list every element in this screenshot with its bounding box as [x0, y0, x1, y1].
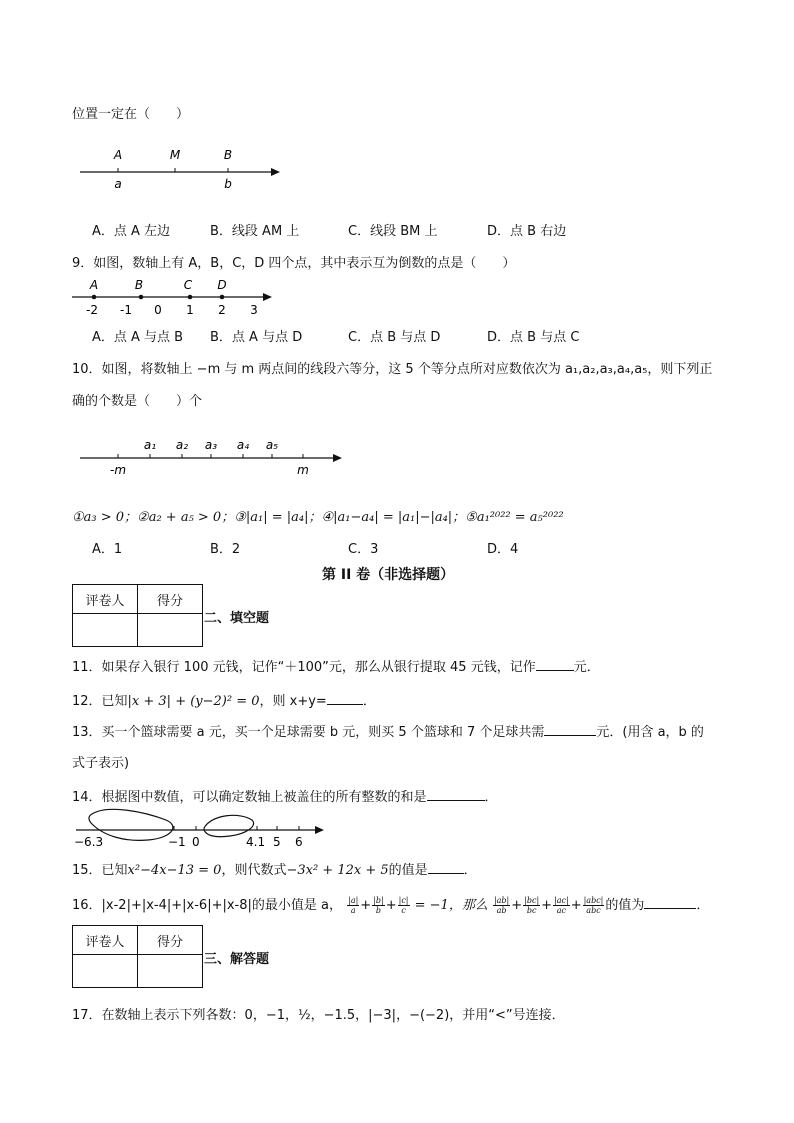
q10-number-line — [78, 434, 348, 480]
q8-option-d: D．点 B 右边 — [487, 224, 567, 239]
q16-frac-c: $\frac{|c|}{c}$ — [398, 896, 409, 915]
q8-label-b: b — [224, 177, 232, 191]
q15-expression: x²−4x−13 = 0 — [127, 863, 222, 878]
q12-mid: ，则 x+y= — [259, 694, 327, 709]
q16-frac-b: $\frac{|b|}{b}$ — [373, 896, 384, 915]
q9-option-a: A．点 A 与点 B — [92, 330, 184, 345]
q13-tail: 元．(用含 a，b 的 — [596, 725, 704, 740]
q14-tick-neg1: −1 — [168, 835, 186, 849]
svg-text:a₄: a₄ — [236, 438, 250, 452]
q11 — [72, 656, 600, 675]
q14-text: 14．根据图中数值，可以确定数轴上被盖住的所有整数的和是 — [72, 790, 427, 805]
svg-text:C: C — [183, 278, 193, 292]
q8-option-c: C．线段 BM 上 — [348, 224, 438, 239]
q16-tail: 的值为 — [605, 898, 645, 913]
q15-blank[interactable] — [428, 873, 464, 874]
q14 — [72, 786, 498, 805]
svg-text:3: 3 — [250, 303, 258, 317]
q8-option-a: A．点 A 左边 — [92, 224, 171, 239]
q15-pre: 15．已知 — [72, 863, 128, 878]
q10-option-c: C．3 — [348, 542, 379, 557]
q8-number-line — [78, 142, 288, 192]
svg-text:2: 2 — [218, 303, 226, 317]
q17: 17．在数轴上表示下列各数：0，−1，½，−1.5，|−3|，−(−2)，并用“<”号连接． — [72, 1008, 565, 1023]
score-table-header-grader: 评卷人 — [73, 585, 138, 614]
svg-text:a₁: a₁ — [143, 438, 157, 452]
q14-blank[interactable] — [427, 800, 485, 801]
q16-frac-ac: $\frac{|ac|}{ac}$ — [554, 896, 569, 915]
q14-tick-0: 0 — [192, 835, 200, 849]
q12-pre: 12．已知 — [72, 694, 128, 709]
q12-expression: |x + 3| + (y−2)² = 0 — [127, 694, 260, 709]
score-table-1 — [72, 584, 203, 647]
q9-option-d: D．点 B 与点 C — [487, 330, 580, 345]
q14-tick-neg6-3: −6.3 — [74, 835, 104, 849]
svg-text:B: B — [134, 278, 144, 292]
svg-text:A: A — [89, 278, 99, 292]
q10-option-b: B．2 — [210, 542, 241, 557]
svg-text:D: D — [217, 278, 227, 292]
q14-tick-6: 6 — [295, 835, 303, 849]
q13-line1 — [72, 721, 704, 740]
q14-tick-5: 5 — [273, 835, 281, 849]
q16-frac-a: $\frac{|a|}{a}$ — [348, 896, 359, 915]
svg-text:-2: -2 — [86, 303, 98, 317]
q15-expression2: −3x² + 12x + 5 — [286, 863, 389, 878]
q11-blank[interactable] — [536, 670, 574, 671]
q13-text: 13．买一个篮球需要 a 元，买一个足球需要 b 元，则买 5 个篮球和 7 个足球共需 — [72, 725, 545, 740]
q15-mid: ，则代数式 — [221, 863, 287, 878]
q9-stem: 9．如图，数轴上有 A，B，C，D 四个点，其中表示互为倒数的点是（ ） — [72, 256, 516, 271]
q16: 16．|x-2|+|x-4|+|x-6|+|x-8|的最小值是 a， $\frac{|a|}{a}$ + $\frac{|b|}{b}$ + $\frac{|c|}{c}$ = −1，那么 $\frac{|ab|}{ab}$ + $\frac{|bc|}{bc}$ + $\frac{|ac|}{ac}$ + $\frac{\text{|abc|}}{\text{abc}}$ 的值为 ． — [72, 896, 710, 915]
svg-text:a₂: a₂ — [175, 438, 189, 452]
q16-blank[interactable] — [644, 908, 696, 909]
q15-tail: 的值是 — [388, 863, 428, 878]
q10-option-d: D．4 — [487, 542, 519, 557]
score-table-2 — [72, 925, 203, 988]
section-title: 第 II 卷（非选择题） — [322, 567, 455, 583]
svg-text:a₅: a₅ — [265, 438, 279, 452]
score-table-cell[interactable] — [138, 955, 203, 988]
q16-frac-bc: $\frac{|bc|}{bc}$ — [524, 896, 540, 915]
q12 — [72, 690, 376, 709]
svg-text:-1: -1 — [120, 303, 132, 317]
q8-label-B: B — [223, 148, 233, 162]
q12-tail: ． — [362, 694, 376, 709]
q8-stem-tail: 位置一定在（ ） — [72, 107, 190, 122]
q9-number-line — [70, 276, 280, 318]
svg-text:-m: -m — [109, 463, 127, 477]
q16-pre: 16．|x-2|+|x-4|+|x-6|+|x-8|的最小值是 a， — [72, 898, 342, 913]
q10-stem-line1: 10．如图，将数轴上 −m 与 m 两点间的线段六等分，这 5 个等分点所对应数依次为 a₁,a₂,a₃,a₄,a₅，则下列正 — [72, 362, 713, 377]
svg-text:0: 0 — [154, 303, 162, 317]
q14-tail: ． — [484, 790, 498, 805]
svg-text:1: 1 — [186, 303, 194, 317]
q13-blank[interactable] — [544, 735, 596, 736]
score-table-cell[interactable] — [73, 955, 138, 988]
q16-frac-abc: $\frac{\text{|abc|}}{\text{abc}}$ — [583, 896, 604, 915]
q9-option-c: C．点 B 与点 D — [348, 330, 441, 345]
q9-option-b: B．点 A 与点 D — [210, 330, 303, 345]
q8-label-A: A — [113, 148, 123, 162]
q10-stem-line2: 确的个数是（ ）个 — [72, 394, 203, 409]
q10-statements: ①a₃ > 0；②a₂ + a₅ > 0；③|a₁| = |a₄|；④|a₁−a₄| = |a₁|−|a₄|；⑤a₁²⁰²² = a₅²⁰²² — [72, 510, 564, 525]
q11-text: 11．如果存入银行 100 元钱，记作“＋100”元，那么从银行提取 45 元钱，记作 — [72, 660, 536, 675]
score-table-cell[interactable] — [73, 614, 138, 647]
part3-title: 三、解答题 — [204, 952, 270, 967]
q16-condition: = −1，那么 — [410, 898, 488, 913]
q16-frac-ab: $\frac{|ab|}{ab}$ — [493, 896, 510, 915]
score-table-header-score: 得分 — [138, 585, 203, 614]
part2-title: 二、填空题 — [204, 611, 270, 626]
q16-end: ． — [696, 898, 710, 913]
score-table-header-grader: 评卷人 — [73, 926, 138, 955]
q14-tick-4-1: 4.1 — [246, 835, 266, 849]
q11-tail: 元． — [573, 660, 600, 675]
q12-blank[interactable] — [327, 704, 363, 705]
q8-label-a: a — [114, 177, 122, 191]
q10-option-a: A．1 — [92, 542, 123, 557]
q8-label-M: M — [169, 148, 181, 162]
q13-line2: 式子表示) — [72, 756, 130, 771]
q15 — [72, 859, 477, 878]
svg-text:m: m — [297, 463, 309, 477]
score-table-cell[interactable] — [138, 614, 203, 647]
q14-cover-blob-right — [204, 815, 254, 836]
score-table-header-score: 得分 — [138, 926, 203, 955]
q14-number-line — [70, 806, 330, 850]
svg-text:a₃: a₃ — [204, 438, 218, 452]
q8-option-b: B．线段 AM 上 — [210, 224, 300, 239]
q15-end: ． — [463, 863, 477, 878]
